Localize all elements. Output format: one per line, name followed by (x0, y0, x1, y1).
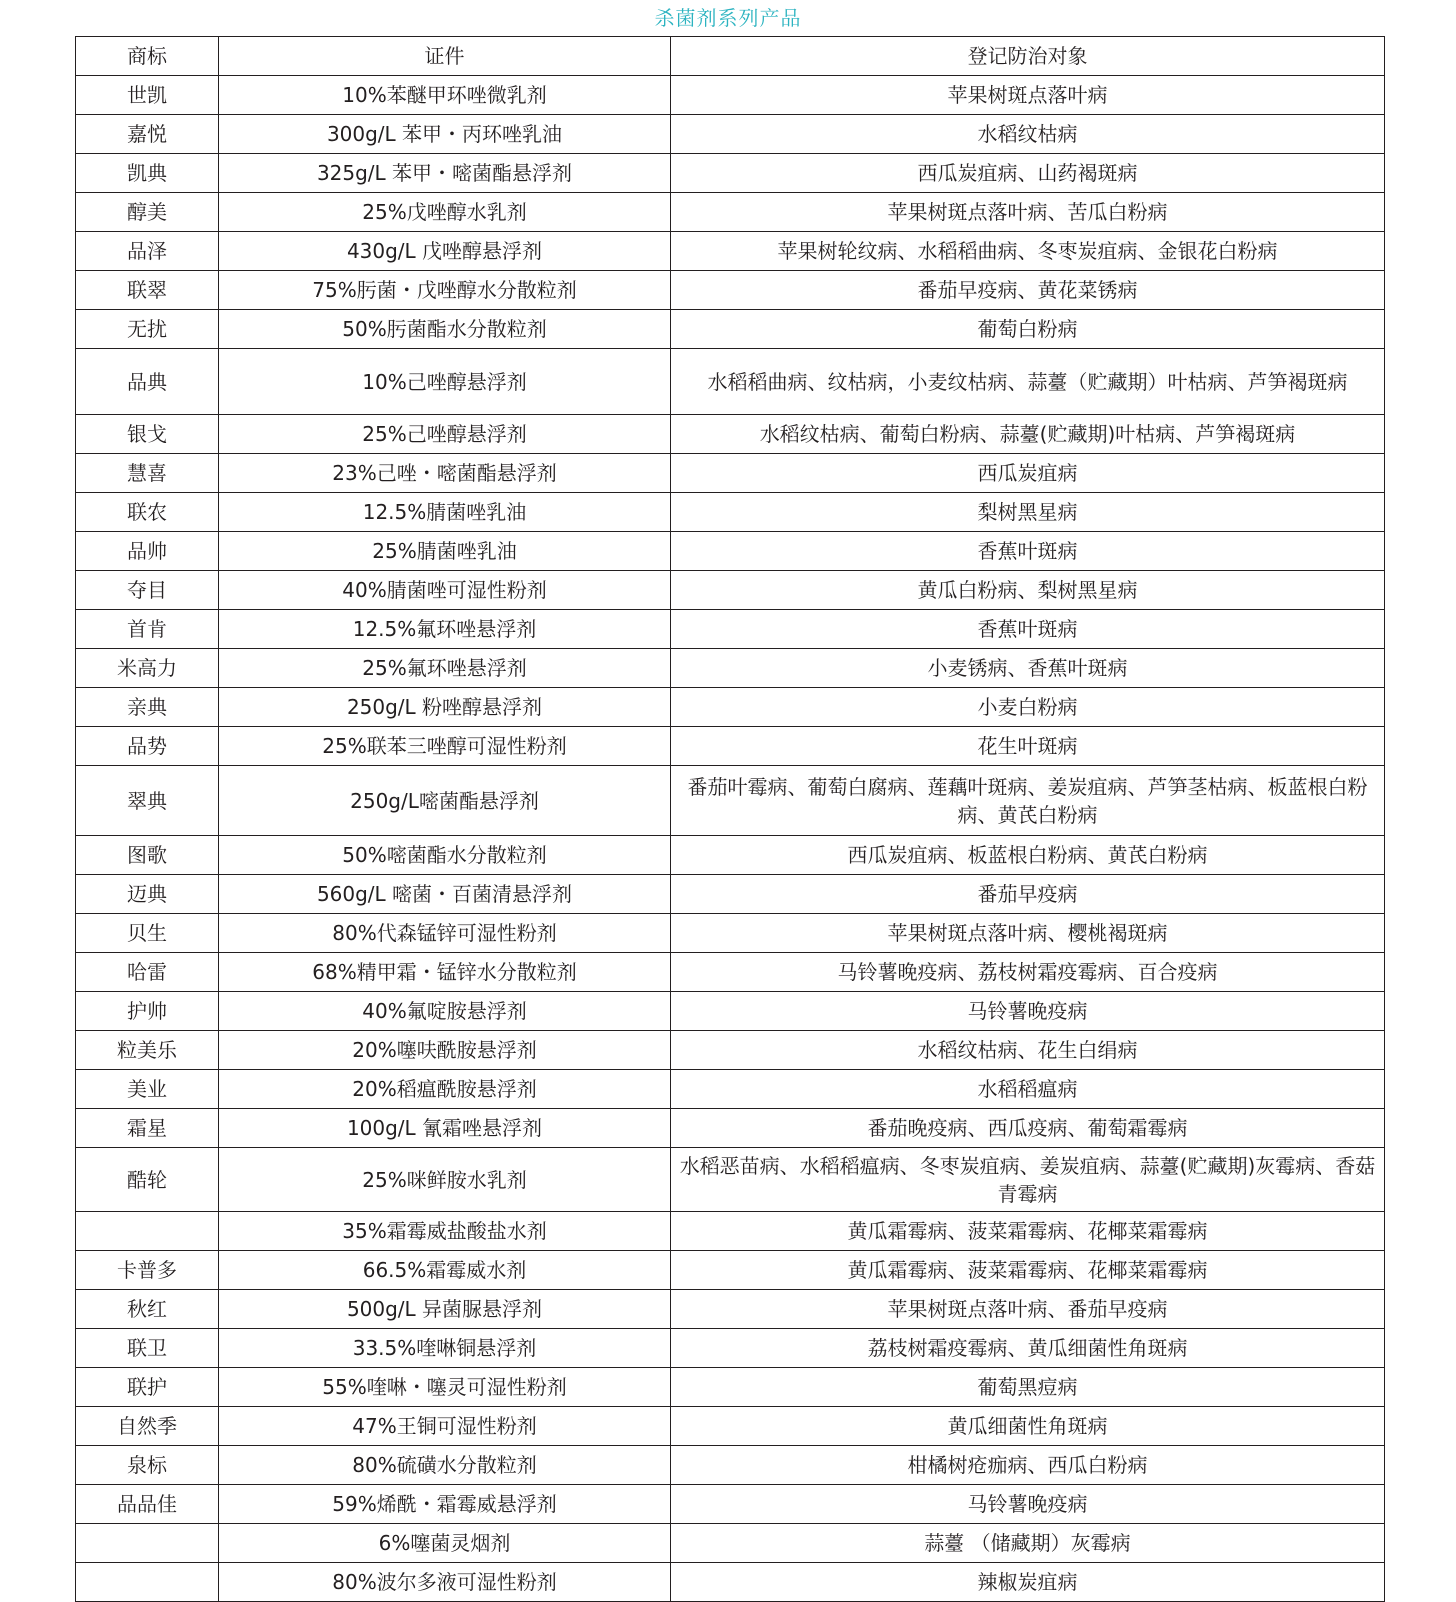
cell-brand: 泉标 (76, 1446, 219, 1485)
product-table (75, 36, 1385, 1602)
table-row (76, 610, 1385, 649)
cell-cert: 33.5%喹啉铜悬浮剂 (219, 1329, 671, 1368)
cell-cert: 325g/L 苯甲・嘧菌酯悬浮剂 (219, 154, 671, 193)
cell-brand: 美业 (76, 1070, 219, 1109)
cell-target: 马铃薯晚疫病 (671, 1485, 1385, 1524)
table-row (76, 76, 1385, 115)
cell-cert: 35%霜霉威盐酸盐水剂 (219, 1212, 671, 1251)
table-row (76, 349, 1385, 415)
cell-brand: 联护 (76, 1368, 219, 1407)
cell-brand: 首肯 (76, 610, 219, 649)
cell-cert: 560g/L 嘧菌・百菌清悬浮剂 (219, 875, 671, 914)
cell-brand: 翠典 (76, 766, 219, 836)
cell-brand: 联翠 (76, 271, 219, 310)
cell-target: 番茄早疫病 (671, 875, 1385, 914)
cell-target: 黄瓜霜霉病、菠菜霜霉病、花椰菜霜霉病 (671, 1212, 1385, 1251)
cell-cert: 430g/L 戊唑醇悬浮剂 (219, 232, 671, 271)
cell-brand: 品势 (76, 727, 219, 766)
cell-target: 水稻恶苗病、水稻稻瘟病、冬枣炭疽病、姜炭疽病、蒜薹(贮藏期)灰霉病、香菇青霉病 (671, 1148, 1385, 1212)
table-row (76, 1251, 1385, 1290)
cell-target: 葡萄黑痘病 (671, 1368, 1385, 1407)
cell-target: 马铃薯晚疫病 (671, 992, 1385, 1031)
cell-brand: 联农 (76, 493, 219, 532)
cell-cert: 75%肟菌・戊唑醇水分散粒剂 (219, 271, 671, 310)
cell-cert: 68%精甲霜・锰锌水分散粒剂 (219, 953, 671, 992)
table-row (76, 310, 1385, 349)
cell-brand: 霜星 (76, 1109, 219, 1148)
cell-brand: 品帅 (76, 532, 219, 571)
cell-brand: 品泽 (76, 232, 219, 271)
cell-cert: 12.5%腈菌唑乳油 (219, 493, 671, 532)
cell-brand: 粒美乐 (76, 1031, 219, 1070)
cell-target: 水稻稻瘟病 (671, 1070, 1385, 1109)
table-row (76, 727, 1385, 766)
table-row (76, 193, 1385, 232)
cell-target: 苹果树斑点落叶病、苦瓜白粉病 (671, 193, 1385, 232)
cell-cert: 25%氟环唑悬浮剂 (219, 649, 671, 688)
header-target: 登记防治对象 (671, 37, 1385, 76)
table-row (76, 1524, 1385, 1563)
table-row (76, 992, 1385, 1031)
cell-target: 香蕉叶斑病 (671, 610, 1385, 649)
table-header-row (76, 37, 1385, 76)
cell-brand: 米高力 (76, 649, 219, 688)
cell-target: 黄瓜霜霉病、菠菜霜霉病、花椰菜霜霉病 (671, 1251, 1385, 1290)
table-body (76, 76, 1385, 1602)
cell-target: 番茄叶霉病、葡萄白腐病、莲藕叶斑病、姜炭疽病、芦笋茎枯病、板蓝根白粉病、黄芪白粉病 (671, 766, 1385, 836)
cell-brand: 哈雷 (76, 953, 219, 992)
table-row (76, 1485, 1385, 1524)
cell-target: 水稻稻曲病、纹枯病，小麦纹枯病、蒜薹（贮藏期）叶枯病、芦笋褐斑病 (671, 349, 1385, 415)
cell-brand: 贝生 (76, 914, 219, 953)
cell-cert: 80%硫磺水分散粒剂 (219, 1446, 671, 1485)
cell-target: 葡萄白粉病 (671, 310, 1385, 349)
header-cert: 证件 (219, 37, 671, 76)
cell-cert: 100g/L 氰霜唑悬浮剂 (219, 1109, 671, 1148)
cell-target: 西瓜炭疽病、板蓝根白粉病、黄芪白粉病 (671, 836, 1385, 875)
table-row (76, 649, 1385, 688)
table-row (76, 1212, 1385, 1251)
table-row (76, 232, 1385, 271)
cell-target: 小麦锈病、香蕉叶斑病 (671, 649, 1385, 688)
cell-brand: 夺目 (76, 571, 219, 610)
cell-brand: 银戈 (76, 415, 219, 454)
cell-target: 苹果树斑点落叶病、樱桃褐斑病 (671, 914, 1385, 953)
table-row (76, 415, 1385, 454)
cell-cert: 250g/L 粉唑醇悬浮剂 (219, 688, 671, 727)
cell-brand: 醇美 (76, 193, 219, 232)
cell-target: 荔枝树霜疫霉病、黄瓜细菌性角斑病 (671, 1329, 1385, 1368)
cell-brand (76, 1524, 219, 1563)
cell-cert: 59%烯酰・霜霉威悬浮剂 (219, 1485, 671, 1524)
cell-target: 西瓜炭疽病、山药褐斑病 (671, 154, 1385, 193)
cell-brand: 品典 (76, 349, 219, 415)
cell-cert: 47%王铜可湿性粉剂 (219, 1407, 671, 1446)
table-row (76, 115, 1385, 154)
cell-target: 苹果树轮纹病、水稻稻曲病、冬枣炭疽病、金银花白粉病 (671, 232, 1385, 271)
table-row (76, 1329, 1385, 1368)
table-row (76, 271, 1385, 310)
cell-target: 梨树黑星病 (671, 493, 1385, 532)
cell-brand: 嘉悦 (76, 115, 219, 154)
cell-brand (76, 1563, 219, 1602)
table-row (76, 688, 1385, 727)
cell-brand: 酷轮 (76, 1148, 219, 1212)
cell-cert: 25%联苯三唑醇可湿性粉剂 (219, 727, 671, 766)
cell-brand: 卡普多 (76, 1251, 219, 1290)
table-row (76, 953, 1385, 992)
cell-target: 水稻纹枯病、葡萄白粉病、蒜薹(贮藏期)叶枯病、芦笋褐斑病 (671, 415, 1385, 454)
header-brand: 商标 (76, 37, 219, 76)
table-row (76, 1563, 1385, 1602)
cell-brand: 自然季 (76, 1407, 219, 1446)
cell-target: 香蕉叶斑病 (671, 532, 1385, 571)
cell-brand: 秋红 (76, 1290, 219, 1329)
cell-target: 花生叶斑病 (671, 727, 1385, 766)
cell-target: 水稻纹枯病 (671, 115, 1385, 154)
cell-cert: 55%喹啉・噻灵可湿性粉剂 (219, 1368, 671, 1407)
cell-cert: 40%腈菌唑可湿性粉剂 (219, 571, 671, 610)
table-row (76, 836, 1385, 875)
cell-brand: 联卫 (76, 1329, 219, 1368)
cell-cert: 50%肟菌酯水分散粒剂 (219, 310, 671, 349)
table-row (76, 1148, 1385, 1212)
cell-cert: 6%噻菌灵烟剂 (219, 1524, 671, 1563)
cell-target: 西瓜炭疽病 (671, 454, 1385, 493)
cell-target: 蒜薹 （储藏期）灰霉病 (671, 1524, 1385, 1563)
table-row (76, 1109, 1385, 1148)
cell-target: 柑橘树疮痂病、西瓜白粉病 (671, 1446, 1385, 1485)
cell-brand: 世凯 (76, 76, 219, 115)
cell-cert: 50%嘧菌酯水分散粒剂 (219, 836, 671, 875)
cell-cert: 80%代森锰锌可湿性粉剂 (219, 914, 671, 953)
page-title: 杀菌剂系列产品 (654, 6, 802, 30)
table-row (76, 571, 1385, 610)
table-row (76, 1446, 1385, 1485)
cell-brand: 凯典 (76, 154, 219, 193)
cell-cert: 80%波尔多液可湿性粉剂 (219, 1563, 671, 1602)
cell-brand: 慧喜 (76, 454, 219, 493)
cell-cert: 10%苯醚甲环唑微乳剂 (219, 76, 671, 115)
cell-cert: 23%己唑・嘧菌酯悬浮剂 (219, 454, 671, 493)
table-row (76, 1368, 1385, 1407)
cell-cert: 25%腈菌唑乳油 (219, 532, 671, 571)
cell-target: 黄瓜细菌性角斑病 (671, 1407, 1385, 1446)
cell-target: 小麦白粉病 (671, 688, 1385, 727)
cell-target: 番茄晚疫病、西瓜疫病、葡萄霜霉病 (671, 1109, 1385, 1148)
cell-cert: 250g/L嘧菌酯悬浮剂 (219, 766, 671, 836)
cell-target: 苹果树斑点落叶病、番茄早疫病 (671, 1290, 1385, 1329)
table-row (76, 532, 1385, 571)
table-row (76, 1407, 1385, 1446)
cell-target: 马铃薯晚疫病、荔枝树霜疫霉病、百合疫病 (671, 953, 1385, 992)
cell-target: 番茄早疫病、黄花菜锈病 (671, 271, 1385, 310)
cell-target: 辣椒炭疽病 (671, 1563, 1385, 1602)
cell-cert: 40%氟啶胺悬浮剂 (219, 992, 671, 1031)
table-row (76, 875, 1385, 914)
table-row (76, 493, 1385, 532)
cell-brand: 护帅 (76, 992, 219, 1031)
cell-brand (76, 1212, 219, 1251)
table-row (76, 1070, 1385, 1109)
cell-brand: 品品佳 (76, 1485, 219, 1524)
cell-target: 黄瓜白粉病、梨树黑星病 (671, 571, 1385, 610)
cell-cert: 20%噻呋酰胺悬浮剂 (219, 1031, 671, 1070)
cell-cert: 25%己唑醇悬浮剂 (219, 415, 671, 454)
cell-brand: 亲典 (76, 688, 219, 727)
cell-cert: 66.5%霜霉威水剂 (219, 1251, 671, 1290)
cell-cert: 25%戊唑醇水乳剂 (219, 193, 671, 232)
cell-cert: 500g/L 异菌脲悬浮剂 (219, 1290, 671, 1329)
cell-brand: 迈典 (76, 875, 219, 914)
cell-target: 水稻纹枯病、花生白绢病 (671, 1031, 1385, 1070)
cell-brand: 图歌 (76, 836, 219, 875)
table-row (76, 1031, 1385, 1070)
cell-cert: 25%咪鲜胺水乳剂 (219, 1148, 671, 1212)
table-row (76, 1290, 1385, 1329)
cell-cert: 10%己唑醇悬浮剂 (219, 349, 671, 415)
cell-cert: 300g/L 苯甲・丙环唑乳油 (219, 115, 671, 154)
cell-brand: 无扰 (76, 310, 219, 349)
cell-cert: 20%稻瘟酰胺悬浮剂 (219, 1070, 671, 1109)
table-row (76, 766, 1385, 836)
table-row (76, 914, 1385, 953)
cell-cert: 12.5%氟环唑悬浮剂 (219, 610, 671, 649)
table-row (76, 454, 1385, 493)
cell-target: 苹果树斑点落叶病 (671, 76, 1385, 115)
table-row (76, 154, 1385, 193)
